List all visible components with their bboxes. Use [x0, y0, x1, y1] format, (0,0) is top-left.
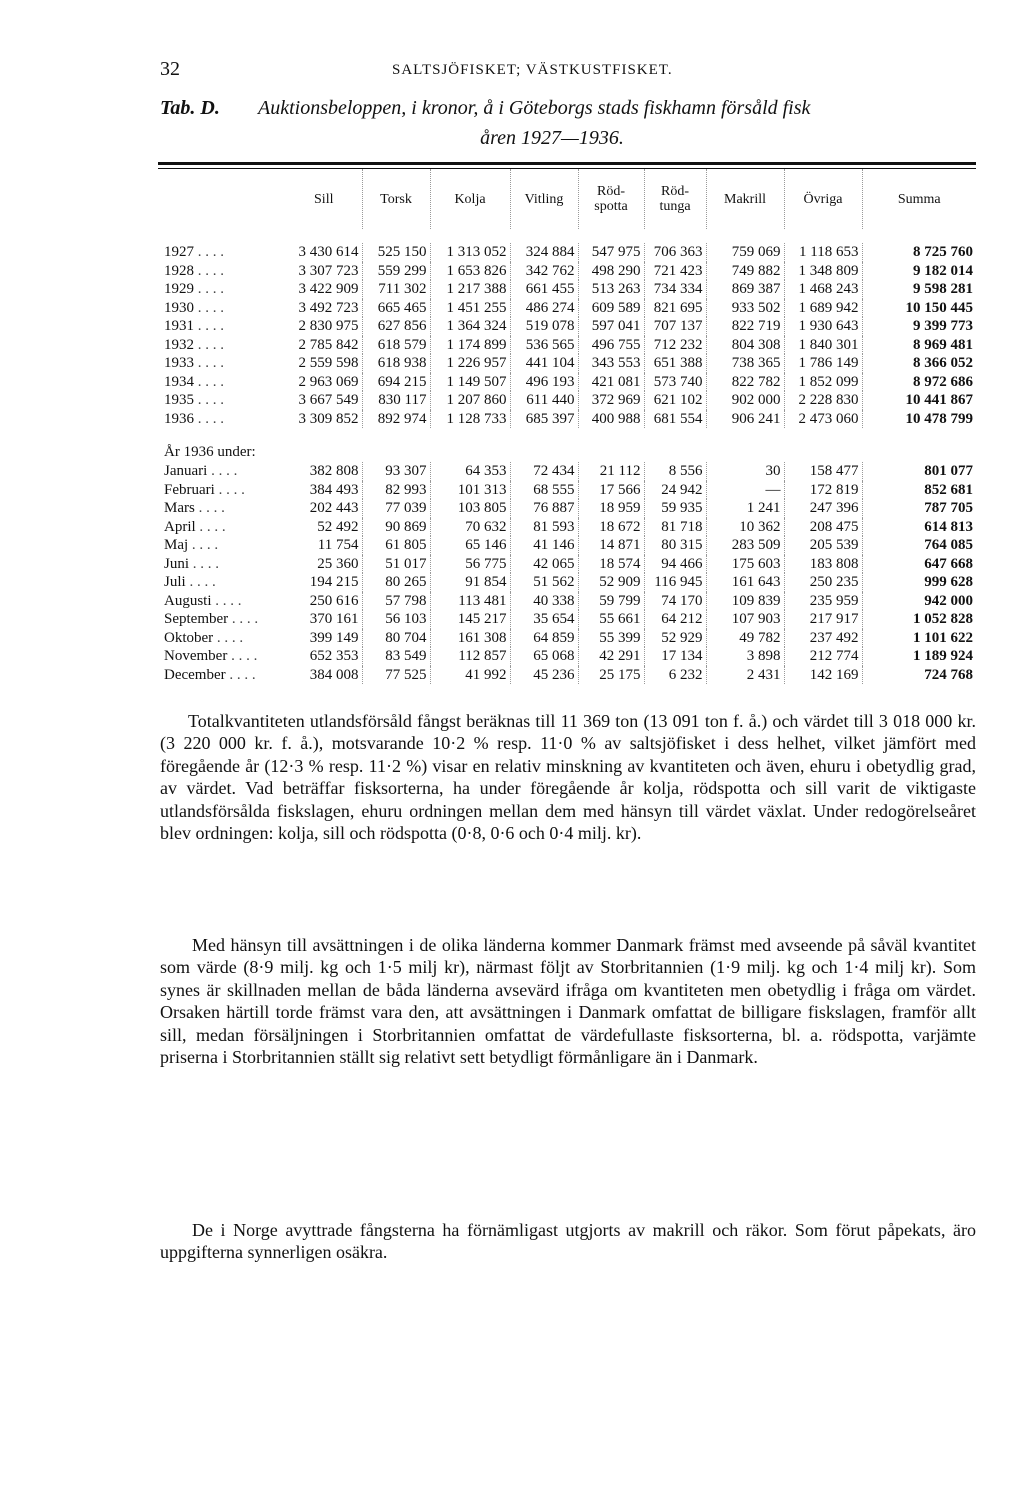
row-label: Oktober . . . .: [164, 629, 244, 646]
table-cell: 441 104: [510, 354, 578, 373]
table-cell: 161 643: [706, 573, 784, 592]
table-cell: 384 493: [286, 481, 362, 500]
table-cell: 72 434: [510, 462, 578, 481]
table-cell: 9 399 773: [913, 318, 973, 335]
table-cell: 202 443: [286, 499, 362, 518]
table-cell: 8 969 481: [913, 336, 973, 353]
row-label: 1929 . . . .: [164, 281, 224, 298]
table-cell: 59 935: [644, 499, 706, 518]
row-label: Januari . . . .: [164, 463, 238, 480]
table-cell: 9 182 014: [913, 262, 973, 279]
table-cell: 2 785 842: [286, 336, 362, 355]
table-cell: 49 782: [706, 629, 784, 648]
table-cell: 1 930 643: [784, 317, 862, 336]
table-cell: 80 315: [644, 536, 706, 555]
table-cell: 906 241: [706, 410, 784, 429]
row-label: Augusti . . . .: [164, 592, 242, 609]
table-cell: 1 149 507: [430, 373, 510, 392]
column-header: Summa: [897, 191, 941, 207]
table-title: Auktionsbeloppen, i kronor, å i Göteborgs stads fiskhamn försåld fisk: [258, 97, 811, 119]
paragraph-3: [160, 1219, 976, 1264]
table-cell: 64 859: [510, 629, 578, 648]
months-heading: År 1936 under:: [164, 444, 256, 460]
month-row: [158, 610, 976, 629]
month-row: [158, 555, 976, 574]
table-cell: 852 681: [924, 481, 973, 498]
table-cell: 2 830 975: [286, 317, 362, 336]
table-cell: 597 041: [578, 317, 644, 336]
row-label: Mars . . . .: [164, 500, 225, 517]
table-cell: 42 065: [510, 555, 578, 574]
table-cell: 8 556: [644, 462, 706, 481]
table-cell: 42 291: [578, 647, 644, 666]
table-cell: 217 917: [784, 610, 862, 629]
table-cell: 651 388: [644, 354, 706, 373]
table-cell: 235 959: [784, 592, 862, 611]
table-cell: 343 553: [578, 354, 644, 373]
table-cell: —: [706, 481, 784, 500]
year-row: [158, 280, 976, 299]
table-cell: 665 465: [362, 299, 430, 318]
table-cell: 103 805: [430, 499, 510, 518]
table-cell: 609 589: [578, 299, 644, 318]
table-cell: 681 554: [644, 410, 706, 429]
table-cell: 498 290: [578, 262, 644, 281]
table-cell: 384 008: [286, 666, 362, 685]
table-cell: 17 566: [578, 481, 644, 500]
table-cell: 51 017: [362, 555, 430, 574]
table-cell: 1 689 942: [784, 299, 862, 318]
table-cell: 764 085: [924, 537, 973, 554]
table-cell: 74 170: [644, 592, 706, 611]
table-cell: 77 525: [362, 666, 430, 685]
table-cell: 2 431: [706, 666, 784, 685]
table-cell: 685 397: [510, 410, 578, 429]
table-cell: 652 353: [286, 647, 362, 666]
table-cell: 55 399: [578, 629, 644, 648]
month-row: [158, 462, 976, 481]
table-cell: 3 898: [706, 647, 784, 666]
table-cell: 1 840 301: [784, 336, 862, 355]
auction-table: [158, 162, 976, 684]
table-cell: 1 052 828: [913, 611, 973, 628]
row-label: November . . . .: [164, 648, 258, 665]
table-cell: 933 502: [706, 299, 784, 318]
table-cell: 3 309 852: [286, 410, 362, 429]
row-label: Februari . . . .: [164, 481, 245, 498]
table-cell: 81 593: [510, 518, 578, 537]
table-cell: 749 882: [706, 262, 784, 281]
row-label: 1928 . . . .: [164, 262, 224, 279]
table-cell: 559 299: [362, 262, 430, 281]
table-cell: 59 799: [578, 592, 644, 611]
table-cell: 496 755: [578, 336, 644, 355]
table-cell: 10 150 445: [905, 299, 973, 316]
table-cell: 1 653 826: [430, 262, 510, 281]
month-row: [158, 629, 976, 648]
year-row: [158, 391, 976, 410]
table-cell: 942 000: [924, 592, 973, 609]
table-cell: 51 562: [510, 573, 578, 592]
row-label: Juni . . . .: [164, 555, 220, 572]
table-cell: 3 667 549: [286, 391, 362, 410]
table-cell: 11 754: [286, 536, 362, 555]
table-cell: 1 348 809: [784, 262, 862, 281]
table-cell: 64 353: [430, 462, 510, 481]
year-row: [158, 336, 976, 355]
table-cell: 56 775: [430, 555, 510, 574]
table-cell: 1 313 052: [430, 243, 510, 262]
year-row: [158, 373, 976, 392]
table-cell: 64 212: [644, 610, 706, 629]
table-cell: 712 232: [644, 336, 706, 355]
table-cell: 2 228 830: [784, 391, 862, 410]
table-cell: 56 103: [362, 610, 430, 629]
row-label: April . . . .: [164, 518, 226, 535]
column-header: Makrill: [706, 169, 784, 229]
table-cell: 2 559 598: [286, 354, 362, 373]
table-cell: 1 217 388: [430, 280, 510, 299]
table-cell: 536 565: [510, 336, 578, 355]
table-cell: 382 808: [286, 462, 362, 481]
table-cell: 18 574: [578, 555, 644, 574]
year-row: [158, 299, 976, 318]
table-body: [158, 229, 976, 684]
table-cell: 3 492 723: [286, 299, 362, 318]
table-cell: 283 509: [706, 536, 784, 555]
row-label: 1927 . . . .: [164, 244, 224, 261]
table-cell: 77 039: [362, 499, 430, 518]
row-label: 1933 . . . .: [164, 355, 224, 372]
table-cell: 70 632: [430, 518, 510, 537]
table-cell: 8 366 052: [913, 355, 973, 372]
month-row: [158, 518, 976, 537]
month-row: [158, 592, 976, 611]
year-row: [158, 243, 976, 262]
table-cell: 80 265: [362, 573, 430, 592]
table-cell: 65 068: [510, 647, 578, 666]
table-cell: 647 668: [924, 555, 973, 572]
table-cell: 801 077: [924, 463, 973, 480]
table-cell: 82 993: [362, 481, 430, 500]
table-cell: 25 360: [286, 555, 362, 574]
row-label: 1931 . . . .: [164, 318, 224, 335]
table-subtitle: åren 1927—1936.: [480, 127, 624, 149]
running-head: SALTSJÖFISKET; VÄSTKUSTFISKET.: [392, 62, 673, 78]
table-cell: 24 942: [644, 481, 706, 500]
table-cell: 1 364 324: [430, 317, 510, 336]
table-cell: 999 628: [924, 574, 973, 591]
row-label: 1935 . . . .: [164, 392, 224, 409]
table-cell: 116 945: [644, 573, 706, 592]
table-cell: 787 705: [924, 500, 973, 517]
table-cell: 158 477: [784, 462, 862, 481]
row-label: 1934 . . . .: [164, 373, 224, 390]
table-cell: 194 215: [286, 573, 362, 592]
column-header: Röd- spotta: [578, 169, 644, 229]
year-row: [158, 410, 976, 429]
table-cell: 399 149: [286, 629, 362, 648]
table-cell: 525 150: [362, 243, 430, 262]
table-top-rule: [158, 162, 976, 169]
table-cell: 3 422 909: [286, 280, 362, 299]
table-cell: 1 128 733: [430, 410, 510, 429]
table-cell: 55 661: [578, 610, 644, 629]
table-cell: 17 134: [644, 647, 706, 666]
table-cell: 611 440: [510, 391, 578, 410]
table-cell: 41 146: [510, 536, 578, 555]
table-cell: 35 654: [510, 610, 578, 629]
table-cell: 208 475: [784, 518, 862, 537]
table-cell: 513 263: [578, 280, 644, 299]
table-cell: 804 308: [706, 336, 784, 355]
table-cell: 8 725 760: [913, 244, 973, 261]
table-cell: 81 718: [644, 518, 706, 537]
table-cell: 1 451 255: [430, 299, 510, 318]
table-cell: 707 137: [644, 317, 706, 336]
table-cell: 30: [706, 462, 784, 481]
row-label: Juli . . . .: [164, 574, 216, 591]
row-label: Maj . . . .: [164, 537, 219, 554]
table-cell: 734 334: [644, 280, 706, 299]
table-cell: 40 338: [510, 592, 578, 611]
table-cell: 109 839: [706, 592, 784, 611]
column-header: Röd- tunga: [644, 169, 706, 229]
table-cell: 573 740: [644, 373, 706, 392]
table-cell: 621 102: [644, 391, 706, 410]
paragraph-2: [160, 934, 976, 1068]
table-cell: 83 549: [362, 647, 430, 666]
page-number: 32: [160, 58, 180, 80]
table-cell: 212 774: [784, 647, 862, 666]
data-table: [158, 169, 976, 684]
column-header: Kolja: [430, 169, 510, 229]
table-cell: 822 719: [706, 317, 784, 336]
table-cell: 6 232: [644, 666, 706, 685]
table-cell: 175 603: [706, 555, 784, 574]
table-cell: 496 193: [510, 373, 578, 392]
table-label: Tab. D.: [160, 97, 220, 119]
table-cell: 724 768: [924, 666, 973, 683]
header-cell-label: [158, 169, 286, 229]
table-cell: 68 555: [510, 481, 578, 500]
table-cell: 52 492: [286, 518, 362, 537]
table-cell: 721 423: [644, 262, 706, 281]
year-row: [158, 354, 976, 373]
column-header: Sill: [286, 169, 362, 229]
table-cell: 91 854: [430, 573, 510, 592]
table-cell: 627 856: [362, 317, 430, 336]
paragraph-1: [160, 710, 976, 844]
row-label: September . . . .: [164, 611, 259, 628]
table-cell: 250 235: [784, 573, 862, 592]
table-cell: 372 969: [578, 391, 644, 410]
column-header: Övriga: [784, 169, 862, 229]
paragraph-text: Med hänsyn till avsättningen i de olika länderna kommer Danmark främst med avseende på såväl kvantitet som värde (8·9 milj. kg och 1·5 milj kr), närmast följt av Storbritannien (1·9 milj. kg och 1·4 milj kr). Som synes är skillnaden mellan de båda länderna avsevärd ifråga om kvantiteten men obetydlig i fråga om värdet. Orsaken härtill torde främst vara den, att avsättningen i Danmark omfattat de billigare fiskslagen, framför allt sill, medan försäljningen i Storbritannien omfattat de värdefullaste fisksorterna, bl. a. rödspotta, varjämte priserna i Storbritannien ställt sig relativt sett betydligt förmånligare än i Danmark.: [160, 935, 976, 1068]
table-cell: 1 468 243: [784, 280, 862, 299]
column-header: Vitling: [510, 169, 578, 229]
table-cell: 821 695: [644, 299, 706, 318]
table-cell: 711 302: [362, 280, 430, 299]
table-cell: 1 189 924: [913, 648, 973, 665]
table-cell: 661 455: [510, 280, 578, 299]
table-cell: 3 430 614: [286, 243, 362, 262]
table-cell: 9 598 281: [913, 281, 973, 298]
table-cell: 902 000: [706, 391, 784, 410]
table-cell: 52 909: [578, 573, 644, 592]
table-cell: 3 307 723: [286, 262, 362, 281]
table-cell: 1 226 957: [430, 354, 510, 373]
table-cell: 237 492: [784, 629, 862, 648]
table-cell: 10 362: [706, 518, 784, 537]
table-cell: 1 207 860: [430, 391, 510, 410]
table-cell: 2 473 060: [784, 410, 862, 429]
row-label: December . . . .: [164, 666, 256, 683]
table-cell: 90 869: [362, 518, 430, 537]
year-row: [158, 262, 976, 281]
table-cell: 421 081: [578, 373, 644, 392]
table-cell: 694 215: [362, 373, 430, 392]
table-cell: 519 078: [510, 317, 578, 336]
table-cell: 614 813: [924, 518, 973, 535]
table-cell: 759 069: [706, 243, 784, 262]
table-cell: 183 808: [784, 555, 862, 574]
table-cell: 93 307: [362, 462, 430, 481]
table-cell: 618 938: [362, 354, 430, 373]
table-cell: 618 579: [362, 336, 430, 355]
table-cell: 1 101 622: [913, 629, 973, 646]
table-cell: 18 959: [578, 499, 644, 518]
table-cell: 706 363: [644, 243, 706, 262]
row-label: 1936 . . . .: [164, 410, 224, 427]
table-cell: 738 365: [706, 354, 784, 373]
month-row: [158, 536, 976, 555]
table-cell: 113 481: [430, 592, 510, 611]
table-cell: 80 704: [362, 629, 430, 648]
table-cell: 10 478 799: [905, 410, 973, 427]
table-cell: 1 786 149: [784, 354, 862, 373]
month-row: [158, 573, 976, 592]
table-cell: 10 441 867: [905, 392, 973, 409]
table-cell: 21 112: [578, 462, 644, 481]
table-cell: 94 466: [644, 555, 706, 574]
table-cell: 142 169: [784, 666, 862, 685]
table-cell: 161 308: [430, 629, 510, 648]
table-cell: 65 146: [430, 536, 510, 555]
table-cell: 145 217: [430, 610, 510, 629]
table-cell: 547 975: [578, 243, 644, 262]
table-cell: 61 805: [362, 536, 430, 555]
table-cell: 45 236: [510, 666, 578, 685]
table-cell: 2 963 069: [286, 373, 362, 392]
table-cell: 486 274: [510, 299, 578, 318]
table-cell: 830 117: [362, 391, 430, 410]
table-cell: 41 992: [430, 666, 510, 685]
table-cell: 101 313: [430, 481, 510, 500]
table-cell: 18 672: [578, 518, 644, 537]
paragraph-text: Totalkvantiteten utlandsförsåld fångst beräknas till 11 369 ton (13 091 ton f. å.) och värdet till 3 018 000 kr. (3 220 000 kr. f. å.), motsvarande 10·2 % resp. 11·0 % av saltsjöfisket i dess helhet, vilket jämfört med föregående år (12·3 % resp. 11·2 %) visar en relativ minskning av kvantiteten och även, ehuru i obetydlig grad, av värdet. Vad beträffar fisksorterna, ha under föregående år kolja, rödspotta och sill varit de viktigaste utlandsförsålda fiskslagen, ehuru ordningen mellan dem med hänsyn till värdet växlat. Under redogörelseåret blev ordningen: kolja, sill och rödspotta (0·8, 0·6 och 0·4 milj. kr).: [160, 711, 976, 844]
table-cell: 250 616: [286, 592, 362, 611]
month-row: [158, 666, 976, 685]
paragraph-text: De i Norge avyttrade fångsterna ha förnämligast utgjorts av makrill och räkor. Som förut påpekats, äro uppgifterna synnerligen osäkra.: [160, 1220, 976, 1263]
table-cell: 8 972 686: [913, 373, 973, 390]
table-cell: 1 118 653: [784, 243, 862, 262]
table-cell: 205 539: [784, 536, 862, 555]
table-cell: 1 241: [706, 499, 784, 518]
table-cell: 324 884: [510, 243, 578, 262]
month-row: [158, 499, 976, 518]
month-row: [158, 647, 976, 666]
row-label: 1930 . . . .: [164, 299, 224, 316]
table-cell: 112 857: [430, 647, 510, 666]
year-row: [158, 317, 976, 336]
table-cell: 400 988: [578, 410, 644, 429]
table-cell: 172 819: [784, 481, 862, 500]
table-cell: 822 782: [706, 373, 784, 392]
table-cell: 52 929: [644, 629, 706, 648]
table-cell: 892 974: [362, 410, 430, 429]
header-row: [158, 169, 976, 229]
table-cell: 370 161: [286, 610, 362, 629]
table-cell: 76 887: [510, 499, 578, 518]
row-label: 1932 . . . .: [164, 336, 224, 353]
table-cell: 869 387: [706, 280, 784, 299]
table-cell: 342 762: [510, 262, 578, 281]
table-cell: 247 396: [784, 499, 862, 518]
table-cell: 107 903: [706, 610, 784, 629]
table-cell: 14 871: [578, 536, 644, 555]
month-row: [158, 481, 976, 500]
table-cell: 1 852 099: [784, 373, 862, 392]
table-cell: 25 175: [578, 666, 644, 685]
column-header: Torsk: [362, 169, 430, 229]
table-cell: 1 174 899: [430, 336, 510, 355]
table-cell: 57 798: [362, 592, 430, 611]
